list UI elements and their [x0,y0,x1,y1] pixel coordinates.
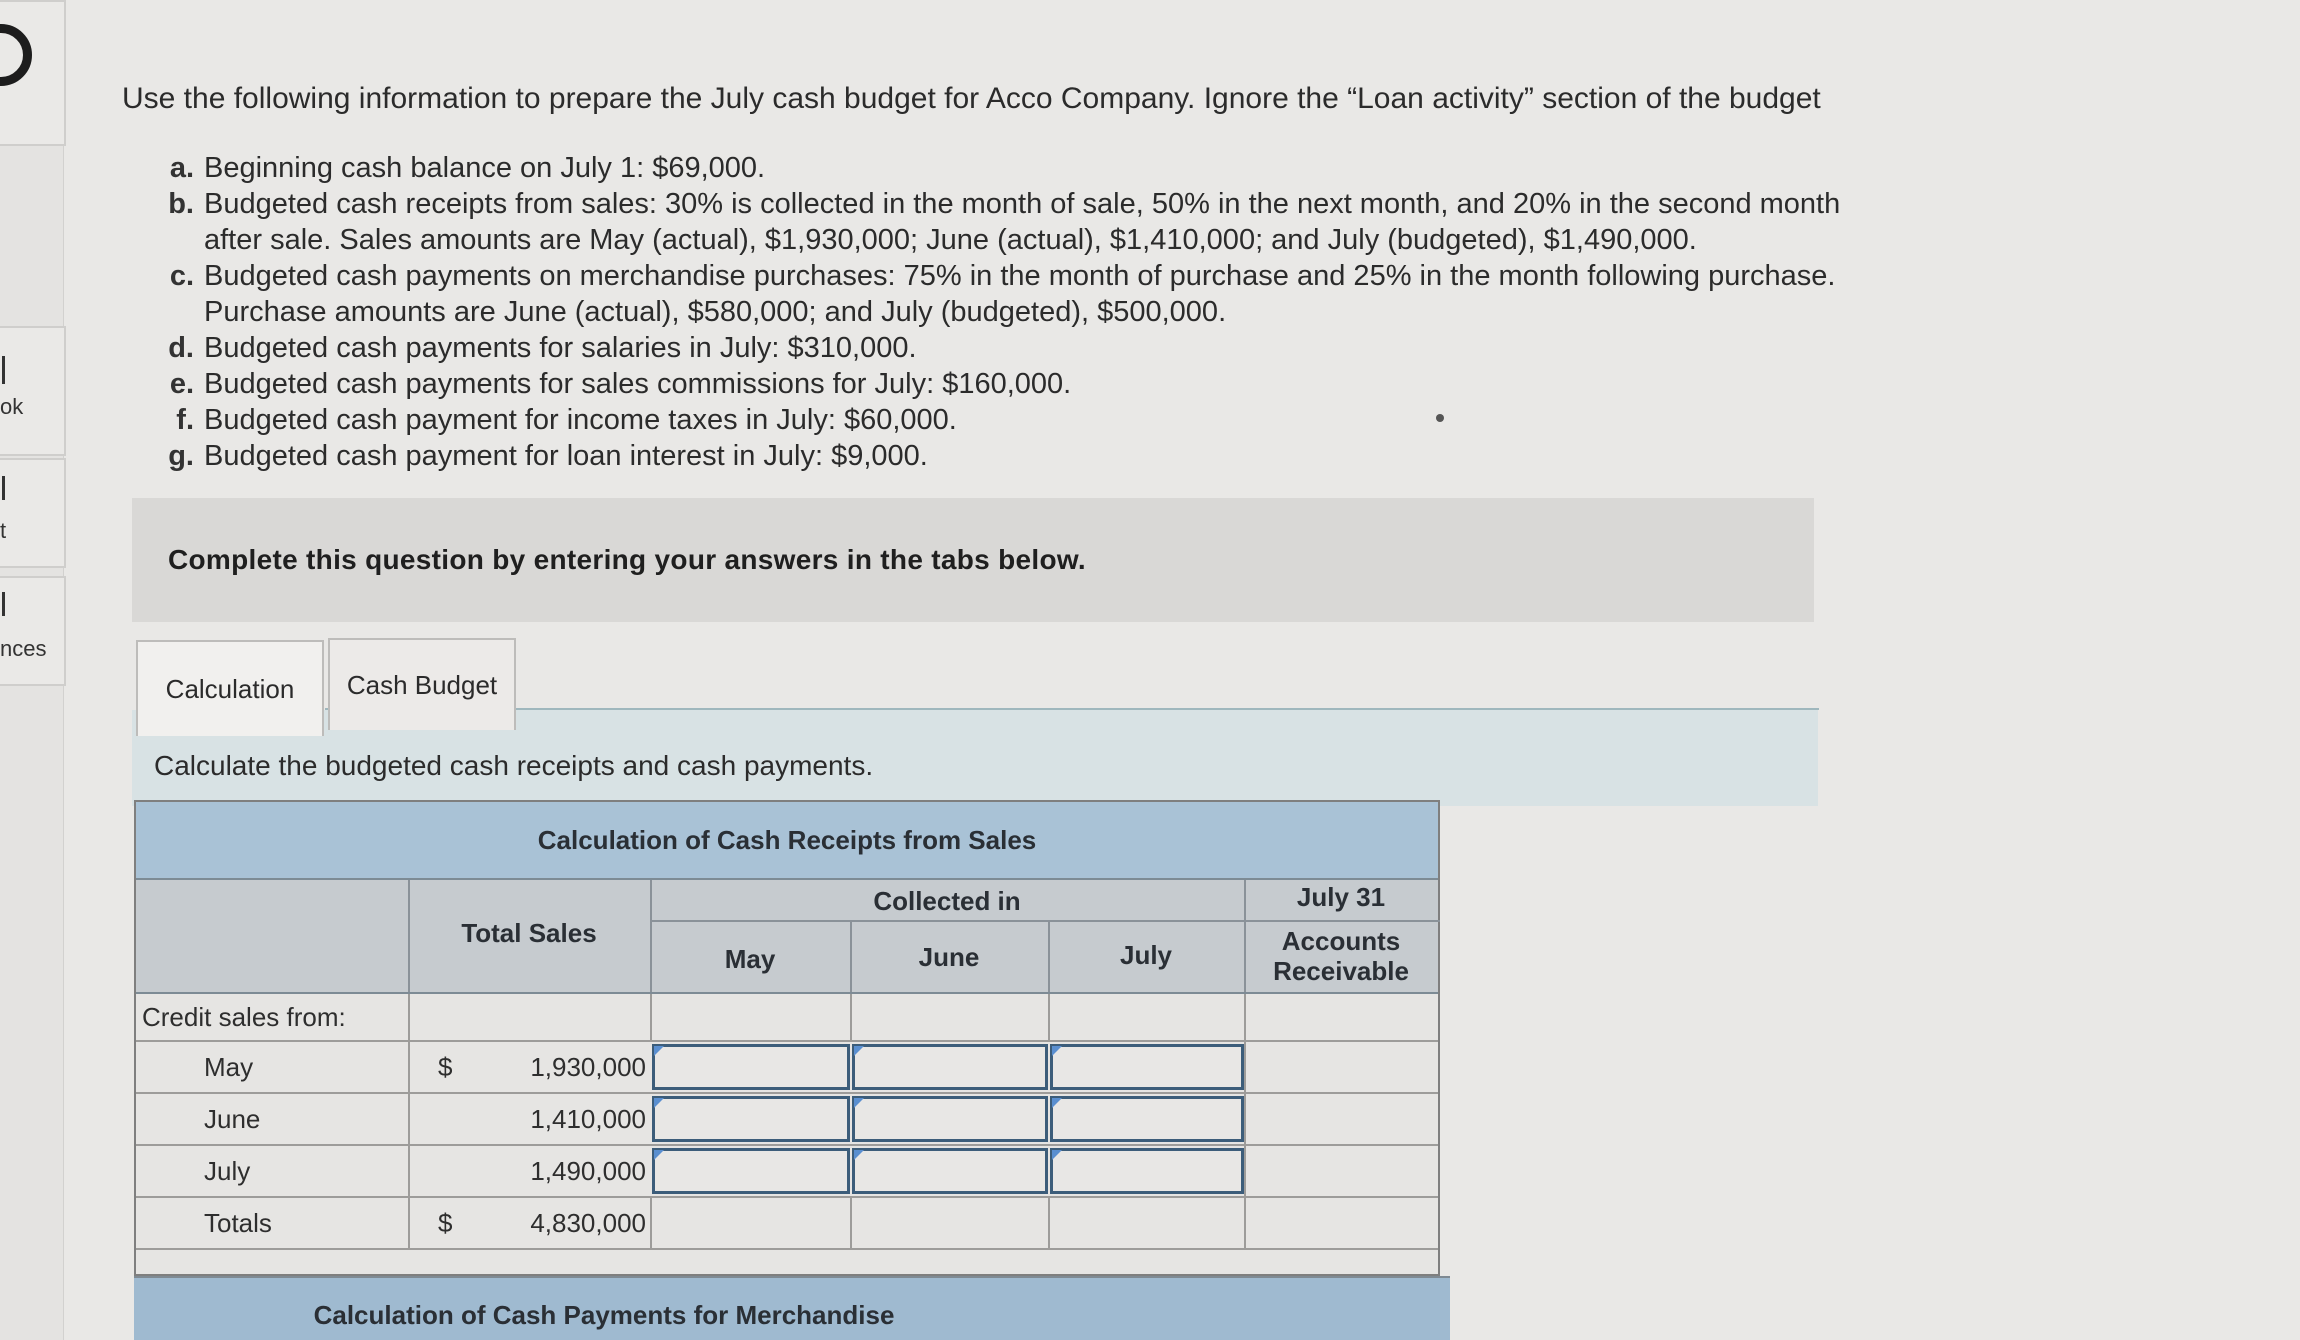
table-row [136,1042,1438,1094]
row-label-june: June [204,1103,261,1134]
tab-underline [325,708,1819,710]
table-header [136,880,1438,994]
book-icon [2,356,5,384]
requirement-b-continued: after sale. Sales amounts are May (actual), $1,930,000; June (actual), $1,410,000; and July (budgeted), $1,490,000. [204,224,1697,256]
header-ar-line1: July 31 [1296,882,1386,912]
row-label-may: May [204,1051,254,1082]
row-dollar-may: $ [438,1051,453,1082]
sidebar-panel-top[interactable] [0,0,66,146]
credit-sales-label: Credit sales from: [142,1001,346,1032]
input-july-collected-july[interactable] [1050,1148,1244,1194]
question-intro: Use the following information to prepare the July cash budget for Acco Company. Ignore the “Loan activity” section of the budget [122,82,1821,115]
references-icon [2,592,5,616]
table-row [136,1094,1438,1146]
cash-payments-table-title: Calculation of Cash Payments for Merchandise [313,1300,895,1330]
tab-cash-budget[interactable] [328,638,516,730]
instruction-banner [132,498,1814,622]
row-amount-june: 1,410,000 [530,1103,646,1134]
cash-receipts-table [134,800,1440,1276]
header-collected-in: Collected in [873,886,1021,916]
progress-ring-icon [0,24,32,86]
requirements-list [160,150,1840,474]
table-title: Calculation of Cash Receipts from Sales [136,802,1438,880]
table-row [136,1146,1438,1198]
tab-instruction: Calculate the budgeted cash receipts and cash payments. [154,750,874,781]
print-icon [2,476,5,500]
table-row-section [136,994,1438,1042]
input-june-collected-june[interactable] [852,1096,1048,1142]
requirement-d: d. Budgeted cash payments for salaries in July: $310,000. [168,332,917,364]
header-ar-line2: Accounts [1281,926,1401,956]
requirement-e: e. Budgeted cash payments for sales commissions for July: $160,000. [169,368,1072,400]
screen-speck [1436,414,1444,422]
row-amount-may: 1,930,000 [530,1051,646,1082]
requirement-c: c. Budgeted cash payments on merchandise purchases: 75% in the month of purchase and 25% in the month following purchase. [169,260,1836,292]
input-july-collected-june[interactable] [852,1148,1048,1194]
sidebar-panel-ebook[interactable] [0,326,66,456]
sidebar-panel-print[interactable] [0,458,66,568]
header-ar-line3: Receivable [1273,956,1409,986]
sidebar-label-ebook: ok [0,394,24,419]
tab-cash-budget-label: Cash Budget [346,669,498,700]
tab-calculation-label: Calculation [165,673,295,704]
row-label-totals: Totals [204,1207,272,1238]
table-row-totals [136,1198,1438,1250]
header-june: June [918,942,980,972]
sidebar-label-references: nces [0,636,47,661]
requirement-a: a. Beginning cash balance on July 1: $69,000. [169,152,766,184]
requirement-b: b. Budgeted cash receipts from sales: 30% is collected in the month of sale, 50% in the next month, and 20% in the second month [168,188,1841,220]
row-dollar-totals: $ [438,1207,453,1238]
requirement-c-continued: Purchase amounts are June (actual), $580,000; and July (budgeted), $500,000. [204,296,1227,328]
instruction-text: Complete this question by entering your answers in the tabs below. [168,544,1087,575]
input-may-collected-june[interactable] [852,1044,1048,1090]
header-total-sales: Total Sales [461,918,597,948]
header-july: July [1119,940,1173,970]
tab-calculation[interactable] [136,640,324,736]
requirement-g: g. Budgeted cash payment for loan interest in July: $9,000. [168,440,928,472]
row-label-july: July [204,1155,251,1186]
row-amount-totals: 4,830,000 [530,1207,646,1238]
requirement-f: f. Budgeted cash payment for income taxes in July: $60,000. [176,404,957,436]
input-may-collected-may[interactable] [652,1044,850,1090]
input-june-collected-may[interactable] [652,1096,850,1142]
cash-payments-table-header [134,1276,1450,1340]
row-amount-july: 1,490,000 [530,1155,646,1186]
input-june-collected-july[interactable] [1050,1096,1244,1142]
input-july-collected-may[interactable] [652,1148,850,1194]
header-may: May [724,944,776,974]
input-may-collected-july[interactable] [1050,1044,1244,1090]
sidebar-label-print: t [0,518,7,543]
sidebar-panel-references[interactable] [0,576,66,686]
